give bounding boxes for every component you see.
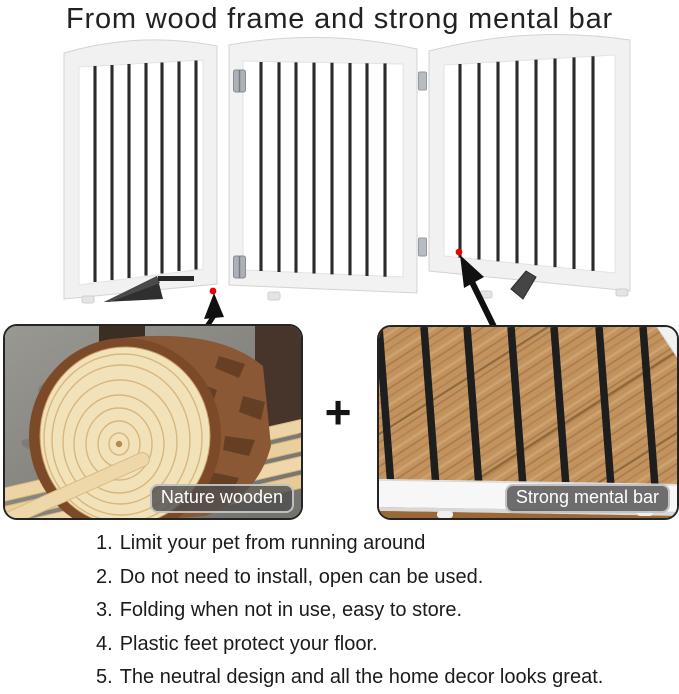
nature-wood-photo [3, 324, 303, 520]
feature-number: 3. [96, 599, 113, 621]
feature-number: 4. [96, 632, 113, 655]
feature-text: Do not need to install, open can be used. [119, 565, 484, 588]
feature-text: Folding when not in use, easy to store. [119, 599, 463, 621]
metal-bar-photo [377, 325, 679, 520]
plastic-feet [82, 289, 628, 303]
gate-panel-2 [229, 37, 417, 293]
feature-text: Limit your pet from running around [119, 532, 426, 554]
nature-wood-badge: Nature wooden [150, 484, 294, 513]
hotspot-dot-left [210, 288, 217, 295]
feature-item [96, 533, 666, 553]
feature-number: 2. [96, 565, 113, 588]
feature-item [96, 667, 666, 687]
rail-foot [437, 511, 453, 518]
feature-item [96, 567, 666, 587]
feature-list [96, 533, 666, 694]
gate-panel-1 [64, 40, 217, 299]
metal-bar-badge: Strong mental bar [505, 484, 670, 513]
feature-number: 5. [96, 666, 113, 688]
feature-number: 1. [96, 532, 113, 554]
flat-foot [158, 276, 194, 281]
ring-core [116, 441, 122, 447]
plus-icon: + [324, 386, 352, 438]
feature-text: The neutral design and all the home decor looks great. [119, 666, 604, 688]
feature-item [96, 600, 666, 620]
feature-item [96, 634, 666, 654]
hotspot-dot-right [456, 249, 463, 256]
feature-text: Plastic feet protect your floor. [119, 632, 378, 655]
page-title: From wood frame and strong mental bar [66, 3, 613, 35]
